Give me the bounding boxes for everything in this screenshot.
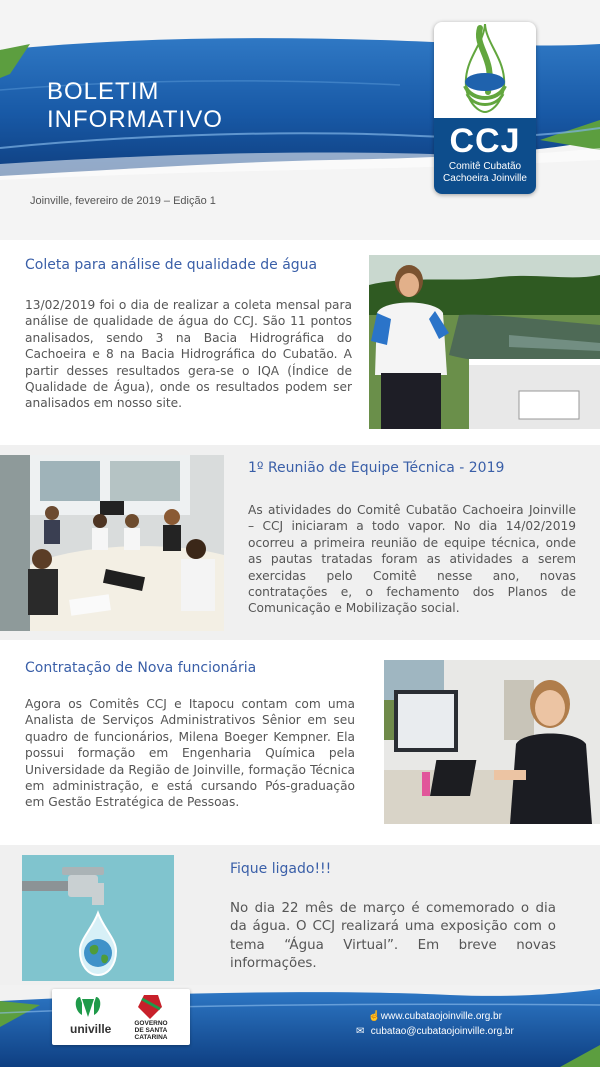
logo-name-block (434, 118, 536, 194)
section-water-sampling (0, 240, 600, 445)
logo-acronym: CCJ (449, 122, 521, 160)
section-new-employee (0, 640, 600, 845)
pointer-hand-icon: ☝ (368, 1011, 381, 1022)
section-title: Coleta para análise de qualidade de água (25, 257, 318, 273)
governo-line-1: GOVERNO (134, 1020, 168, 1027)
envelope-icon: ✉ (356, 1026, 365, 1037)
section-body: 13/02/2019 foi o dia de realizar a coleta mensal para análise de qualidade de água do CCJ. São 11 pontos analisados, sendo 3 na Bacia Hidrográfica do Cachoeira e 8 na Bacia Hidrográfica do Cubatão. A partir desses resultados gera-se o IQA (Índice de Qualidade de Água), onde os resultados podem ser analisados em nosso site. (25, 298, 352, 411)
governo-line-2: DE SANTA (134, 1027, 168, 1034)
newsletter-header (0, 0, 600, 240)
website-url: www.cubataojoinville.org.br (380, 1011, 502, 1022)
email-link[interactable] (356, 1026, 514, 1037)
ccj-logo (434, 22, 536, 194)
section-title: Contratação de Nova funcionária (25, 660, 257, 676)
partner-logos (52, 989, 190, 1045)
univille-wordmark: univille (70, 1022, 112, 1036)
new-employee-photo (384, 660, 600, 824)
section-stay-tuned (0, 845, 600, 985)
edition-line: Joinville, fevereiro de 2019 – Edição 1 (30, 195, 216, 207)
section-body: Agora os Comitês CCJ e Itapocu contam com uma Analista de Serviços Administrativos Sênior em seu quadro de funcionários, Milena Boeger Kempner. Ela possui formação em Engenharia Química pela Universidade da Região de Joinville, formação Técnica em administração, e está cursando Pós-graduação em Gestão Estratégica de Pessoas. (25, 697, 355, 810)
title-line-2: INFORMATIVO (47, 106, 223, 133)
section-title: Fique ligado!!! (230, 861, 332, 877)
logo-name-line-1: Comitê Cubatão (448, 161, 522, 172)
water-day-illustration (22, 855, 174, 981)
governo-line-3: CATARINA (134, 1034, 168, 1041)
team-meeting-photo (0, 455, 224, 631)
website-link[interactable] (368, 1011, 502, 1022)
water-drop-logo-icon (444, 22, 526, 118)
email-address: cubatao@cubataojoinville.org.br (370, 1026, 514, 1037)
governo-wordmark (132, 1020, 170, 1041)
newsletter-title (47, 78, 223, 134)
title-line-1: BOLETIM (47, 78, 160, 105)
section-body: No dia 22 mês de março é comemorado o dia da água. O CCJ realizará uma exposição com o tema “Água Virtual”. Em breve novas informações. (230, 901, 556, 972)
section-technical-meeting (0, 445, 600, 640)
section-body: As atividades do Comitê Cubatão Cachoeira Joinville – CCJ iniciaram a todo vapor. No dia 14/02/2019 ocorreu a primeira reunião de equipe técnica, onde as pautas tratadas foram as atividades a serem exercidas pelo Comitê nesse ano, novas contratações e, o fechamento dos Planos de Comunicação e Mobilização social. (248, 503, 576, 616)
section-title: 1º Reunião de Equipe Técnica - 2019 (248, 460, 505, 476)
water-sampling-photo (369, 255, 600, 429)
logo-name-line-2: Cachoeira Joinville (443, 173, 527, 184)
